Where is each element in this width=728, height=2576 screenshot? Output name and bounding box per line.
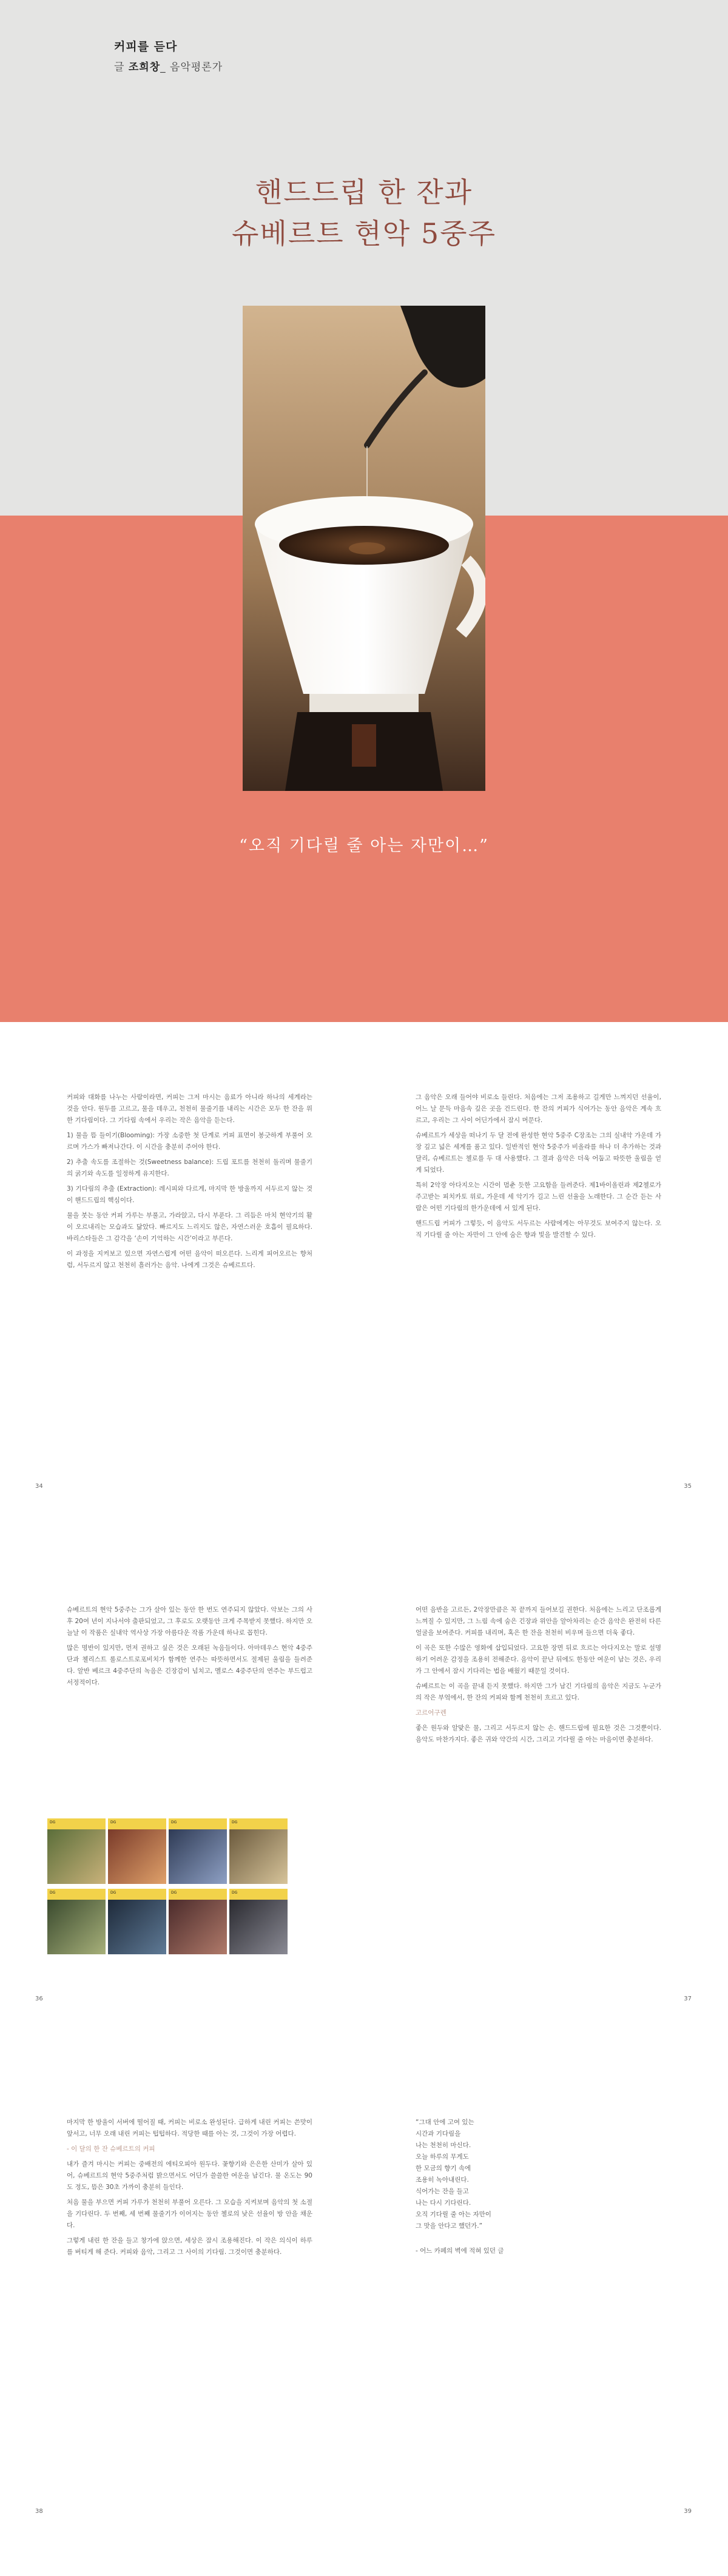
paragraph: 슈베르트의 현악 5중주는 그가 살아 있는 동안 한 번도 연주되지 않았다. 악보는 그의 사후 20여 년이 지나서야 출판되었고, 그 후로도 오랫동안 크게 주목받지 못했다. 하지만 오늘날 이 작품은 실내악 역사상 가장 아름다운 작품 가운데 하나로 꼽힌다. — [67, 1606, 312, 1636]
page-body — [416, 1604, 661, 1749]
closing-poem — [416, 2117, 634, 2257]
poem-line: 오늘 하루의 무게도 — [416, 2153, 469, 2161]
poem-line: 조용히 녹아내린다. — [416, 2176, 469, 2184]
poem-line: 식어가는 잔을 들고 — [416, 2188, 469, 2195]
page-number: 36 — [35, 1996, 43, 2002]
paragraph: 물을 붓는 동안 커피 가루는 부풀고, 가라앉고, 다시 부푼다. 그 리듬은 마치 현악기의 활이 오르내리는 모습과도 닮았다. 빠르지도 느리지도 않은, 자연스러운 호흡이 필요하다. 바리스타들은 그 감각을 ‘손이 기억하는 시간’이라고 부른다. — [67, 1212, 312, 1242]
album-label: DG — [229, 1889, 288, 1900]
poem-line: 나는 다시 기다린다. — [416, 2199, 471, 2207]
page-37 — [364, 1535, 728, 2038]
album-label: DG — [108, 1818, 166, 1829]
pour-over-photo — [243, 306, 485, 791]
paragraph: 2) 추출 속도를 조절하는 것(Sweetness balance): 드립 포트를 천천히 돌리며 물줄기의 굵기와 속도를 일정하게 유지한다. — [67, 1159, 312, 1177]
album-cover — [229, 1889, 288, 1954]
author-name: 조희창 — [128, 61, 161, 73]
album-label: DG — [169, 1818, 227, 1829]
paragraph: 이 과정을 지켜보고 있으면 자연스럽게 어떤 음악이 떠오른다. 느리게 피어오르는 향처럼, 서두르지 않고 천천히 흘러가는 음악. 나에게 그것은 슈베르트다. — [67, 1250, 312, 1269]
author-role: _ 음악평론가 — [160, 61, 223, 73]
paragraph: 어떤 음반을 고르든, 2악장만큼은 꼭 끝까지 들어보길 권한다. 처음에는 느리고 단조롭게 느껴질 수 있지만, 그 느림 속에 숨은 긴장과 위안을 알아차리는 순간 음악은 완전히 다른 얼굴을 보여준다. 커피를 내리며, 혹은 한 잔을 천천히 비우며 들으면 더욱 좋다. — [416, 1606, 661, 1636]
paragraph: 내가 즐겨 마시는 커피는 중배전의 에티오피아 원두다. 꽃향기와 은은한 산미가 살아 있어, 슈베르트의 현악 5중주처럼 밝으면서도 어딘가 쓸쓸한 여운을 남긴다. 물 온도는 90도 정도, 뜸은 30초 가까이 충분히 들인다. — [67, 2161, 312, 2191]
paragraph: 처음 물을 부으면 커피 가루가 천천히 부풀어 오른다. 그 모습을 지켜보며 음악의 첫 소절을 기다린다. 두 번째, 세 번째 물줄기가 이어지는 동안 첼로의 낮은 선율이 방 안을 채운다. — [67, 2199, 312, 2229]
album-cover — [169, 1889, 227, 1954]
paragraph: 좋은 원두와 알맞은 물, 그리고 서두르지 않는 손. 핸드드립에 필요한 것은 그것뿐이다. 음악도 마찬가지다. 좋은 귀와 약간의 시간, 그리고 기다릴 줄 아는 마음이면 충분하다. — [416, 1724, 661, 1743]
paragraph: 그렇게 내린 한 잔을 들고 창가에 앉으면, 세상은 잠시 조용해진다. 이 작은 의식이 하루를 버티게 해 준다. 커피와 음악, 그리고 그 사이의 기다림. 그것이면 충분하다. — [67, 2237, 312, 2256]
page-38 — [0, 2047, 364, 2551]
spread-3 — [0, 2047, 728, 2551]
title-line-2: 슈베르트 현악 5중주 — [232, 217, 496, 250]
hero-section — [0, 0, 728, 1022]
page-body — [67, 1604, 312, 1692]
album-art — [47, 1829, 106, 1884]
paragraph: 1) 물을 뜸 들이기(Blooming): 가장 소중한 첫 단계로 커피 표면이 봉긋하게 부풀어 오르며 가스가 빠져나간다. 이 시간을 충분히 주어야 한다. — [67, 1132, 312, 1151]
paragraph: 마지막 한 방울이 서버에 떨어질 때, 커피는 비로소 완성된다. 급하게 내린 커피는 쓴맛이 앞서고, 너무 오래 내린 커피는 텁텁하다. 적당한 때를 아는 것, 그것이 가장 어렵다. — [67, 2119, 312, 2137]
pour-over-illustration — [243, 306, 485, 791]
series-label: 커피를 듣다 — [114, 40, 178, 53]
paragraph: 3) 기다림의 추출 (Extraction): 레시피와 다르게, 마지막 한 방울까지 서두르지 않는 것이 핸드드립의 핵심이다. — [67, 1185, 312, 1204]
album-cover — [47, 1889, 106, 1954]
album-label: DG — [229, 1818, 288, 1829]
page-body — [416, 1092, 661, 1245]
paragraph: 이 곡은 또한 수많은 영화에 삽입되었다. 고요한 장면 뒤로 흐르는 아다지오는 말로 설명하기 어려운 감정을 조용히 전해준다. 음악이 끝난 뒤에도 한동안 여운이 남는 것은, 우리가 그 안에서 잠시 기다리는 법을 배웠기 때문일 것이다. — [416, 1644, 661, 1675]
page-number: 37 — [684, 1996, 692, 2002]
poem-line: 한 모금의 향기 속에 — [416, 2165, 471, 2172]
album-label: DG — [169, 1889, 227, 1900]
subheading: - 이 달의 한 잔 슈베르트의 커피 — [67, 2145, 155, 2153]
album-art — [169, 1900, 227, 1954]
poem-line: 시간과 기다림을 — [416, 2130, 461, 2137]
paragraph: 핸드드립 커피가 그렇듯, 이 음악도 서두르는 사람에게는 아무것도 보여주지 않는다. 오직 기다릴 줄 아는 자만이 그 안에 숨은 향과 빛을 발견할 수 있다. — [416, 1220, 661, 1239]
page-number: 38 — [35, 2508, 43, 2515]
paragraph: 슈베르트는 이 곡을 끝내 듣지 못했다. 하지만 그가 남긴 기다림의 음악은 지금도 누군가의 작은 부엌에서, 한 잔의 커피와 함께 천천히 흐르고 있다. — [416, 1683, 661, 1701]
poem-line: 그 맛을 안다고 했던가.” — [416, 2222, 483, 2230]
album-art — [229, 1900, 288, 1954]
spread-1 — [0, 1022, 728, 1525]
page-number: 35 — [684, 1483, 692, 1490]
album-label: DG — [47, 1889, 106, 1900]
album-art — [47, 1900, 106, 1954]
article-title — [0, 172, 728, 254]
pull-quote: “오직 기다릴 줄 아는 자만이…” — [239, 836, 489, 855]
paragraph: 많은 명반이 있지만, 먼저 권하고 싶은 것은 오래된 녹음들이다. 아마데우스 현악 4중주단과 첼리스트 롤로스트로포비치가 함께한 연주는 따뜻하면서도 절제된 울림을 들려준다. 알반 베르크 4중주단의 녹음은 긴장감이 넘치고, 멜로스 4중주단의 연주는 부드럽고 서정적이다. — [67, 1644, 312, 1686]
album-cover — [169, 1818, 227, 1884]
album-art — [169, 1829, 227, 1884]
album-art — [108, 1900, 166, 1954]
album-cover — [229, 1818, 288, 1884]
paragraph: 커피와 대화를 나누는 사람이라면, 커피는 그저 마시는 음료가 아니라 하나의 세계라는 것을 안다. 원두를 고르고, 물을 데우고, 천천히 물줄기를 내리는 시간은 모두 한 잔을 위한 기다림이다. 그 기다림 속에서 우리는 작은 음악을 듣는다. — [67, 1094, 312, 1124]
page-35 — [364, 1022, 728, 1525]
page-body — [67, 1092, 312, 1275]
page-number: 34 — [35, 1483, 43, 1490]
page-39 — [364, 2047, 728, 2551]
album-art — [229, 1829, 288, 1884]
poem-line: 오직 기다릴 줄 아는 자만이 — [416, 2211, 491, 2218]
album-label: DG — [108, 1889, 166, 1900]
title-line-1: 핸드드립 한 잔과 — [255, 176, 473, 209]
paragraph: 그 음악은 오래 들어야 비로소 들린다. 처음에는 그저 조용하고 길게만 느껴지던 선율이, 어느 날 문득 마음속 깊은 곳을 건드린다. 한 잔의 커피가 식어가는 동안 음악은 계속 흐르고, 우리는 그 사이 어딘가에서 잠시 머문다. — [416, 1094, 661, 1124]
page-number: 39 — [684, 2508, 692, 2515]
album-cover — [108, 1818, 166, 1884]
album-cover — [47, 1818, 106, 1884]
album-covers — [47, 1818, 288, 1956]
page-body — [67, 2117, 312, 2262]
page-34 — [0, 1022, 364, 1525]
paragraph: 슈베르트가 세상을 떠나기 두 달 전에 완성한 현악 5중주 C장조는 그의 실내악 가운데 가장 깊고 넓은 세계를 품고 있다. 일반적인 현악 5중주가 비올라를 하나 더 추가하는 것과 달리, 슈베르트는 첼로를 두 대 사용했다. 그 결과 음악은 더욱 어둡고 따뜻한 울림을 얻게 되었다. — [416, 1132, 661, 1174]
poem-line: “그대 안에 고여 있는 — [416, 2119, 474, 2126]
album-label: DG — [47, 1818, 106, 1829]
album-cover — [108, 1889, 166, 1954]
byline-prefix: 글 — [114, 61, 125, 73]
subheading: 고르어구렌 — [416, 1709, 447, 1717]
poem-line: 나는 천천히 마신다. — [416, 2142, 471, 2149]
spread-2 — [0, 1535, 728, 2038]
poem-credit: - 어느 카페의 벽에 적혀 있던 글 — [416, 2247, 504, 2255]
page-36 — [0, 1535, 364, 2038]
album-art — [108, 1829, 166, 1884]
byline — [114, 58, 223, 73]
paragraph: 특히 2악장 아다지오는 시간이 멈춘 듯한 고요함을 들려준다. 제1바이올린과 제2첼로가 주고받는 피치카토 위로, 가운데 세 악기가 길고 느린 선율을 노래한다. 그 순간 듣는 사람은 어떤 기다림의 한가운데에 서 있게 된다. — [416, 1182, 661, 1212]
